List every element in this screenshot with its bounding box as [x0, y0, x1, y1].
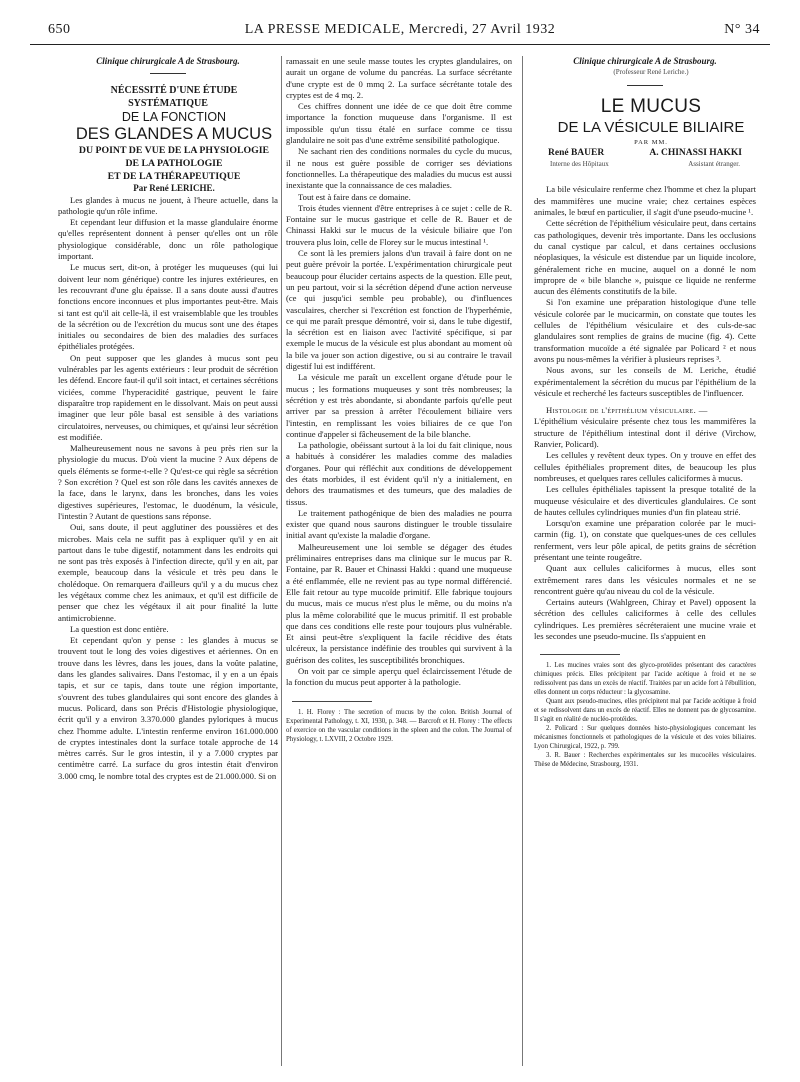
footnote-rule	[292, 701, 372, 702]
paragraph: ramassait en une seule masse toutes les cryptes glandulaires, on aurait un organe de volume du pancréas. La surface sécrétante d'une crypte est de 0 mmq 2. La surface sécrétante totale des cryptes est de 4 mq. 2.	[286, 56, 512, 100]
footnote: 1. H. Florey : The secretion of mucus by the colon. British Journal of Experimental Pathology, t. XI, 1930, p. 348. — Barcroft et H. Florey : The effects of exercice on the vascular conditions in the spleen and the colon. The Journal of Physiology, t. LXVIII, 2 Octobre 1929.	[286, 708, 512, 743]
middle-column	[286, 56, 512, 1066]
article-subtitle-2: DE LA PATHOLOGIE	[125, 158, 223, 170]
author-2: A. CHINASSI HAKKI	[649, 147, 742, 158]
footnote: Quant aux pseudo-mucines, elles précipitent mal par l'acide acétique à froid et se redissolvent dans un excès de réactif. Elles ne donnent pas de glycosamine. Il s'agit en réalité de nucléo-protéides.	[534, 698, 756, 724]
paragraph: Nous avons, sur les conseils de M. Leriche, étudié expérimentalement la sécrétion du mucus par l'épithélium de la vésicule et recherché les facteurs susceptibles de l'influencer.	[534, 365, 756, 398]
paragraph: On voit par ce simple aperçu quel éclaircissement l'étude de la fonction du mucus peut apporter à la pathologie.	[286, 666, 512, 688]
clinic-line: Clinique chirurgicale A de Strasbourg.	[96, 56, 240, 66]
footnote: 3. R. Bauer : Recherches expérimentales sur les mucocèles vésiculaires. Thèse de Médecine, Strasbourg, 1931.	[534, 752, 756, 769]
paragraph: Les glandes à mucus ne jouent, à l'heure actuelle, dans la pathologie qu'un rôle infime.	[58, 194, 278, 216]
page-header	[30, 14, 770, 45]
author-1-role: Interne des Hôpitaux	[550, 160, 609, 169]
author-roles	[534, 159, 756, 170]
paragraph: Cette sécrétion de l'épithélium vésiculaire peut, dans certains cas pathologiques, devenir très importante. Dans les occlusions du canal cystique par calcul, et dans certaines occlusions néoplasiques, la vésicule est distendue par un liquide incolore, généralement riche en mucine, auquel on a donné le nom impropre de « bile blanche », puisque ce liquide ne renferme aucun des éléments constitutifs de la bile.	[534, 218, 756, 297]
article-title-line-2: DE LA FONCTION	[121, 110, 227, 125]
article-title-line-2: DE LA VÉSICULE BILIAIRE	[557, 118, 745, 136]
paragraph: La bile vésiculaire renferme chez l'homme et chez la plupart des mammifères une mucine vraie; chez certaines espèces animales, le bœuf en particulier, il s'agit d'une pseudo-mucine ¹.	[534, 184, 756, 218]
section-heading-text: Histologie de l'épithélium vésiculaire. —	[546, 405, 708, 416]
author-1: René BAUER	[548, 147, 605, 158]
left-column	[58, 56, 278, 1066]
issue-number: N° 34	[724, 22, 760, 37]
footnote: 2. Policard : Sur quelques données histo-physiologiques concernant les mécanismes fonctionnels et pathologiques de la vésicule et des voies biliaires. Lyon Chirurgical, 1922, p. 799.	[534, 725, 756, 751]
paragraph: Les cellules y revêtent deux types. On y trouve en effet des cellules épithéliales proprement dites, de beaucoup les plus nombreuses, et quelques rares cellules caliciformes à mucus.	[534, 450, 756, 483]
paragraph: Ce sont là les premiers jalons d'un travail à faire dont on ne peut guère prévoir la portée. L'expérimentation chirurgicale peut beaucoup pour élucider certains aspects de la question. Elle peut, un peu partout, voir si la sécrétion dépend d'une action nerveuse (ce qui jusqu'ici semble peu probable), ou d'influences vasculaires, chercher si l'excrétion est fonction de l'hyperhémie, ce qui me paraît presque démontré, voir si, dans le tube digestif, la sécrétion est en liaison avec l'activité spécifique, si par exemple le mucus de la vésicule est plus abondant au moment où la bile va jouer son action digestive, ou si au contraire le travail digestif lui est indifférent.	[286, 248, 512, 372]
paragraph: Malheureusement nous ne savons à peu près rien sur la physiologie du mucus. D'où vient la mucine ? Aux dépens de quels éléments se forme-t-elle ? Qu'est-ce qui règle sa sécrétion ? Son excrétion ? Quel est son rôle dans les cavités annexes de la face, dans le larynx, dans les bronches, dans les voies digestives supérieures, l'estomac, le duodénum, la vésicule, l'intestin ? Autant de questions sans réponse.	[58, 443, 278, 521]
journal-title: LA PRESSE MEDICALE, Mercredi, 27 Avril 1932	[244, 22, 556, 37]
page-number: 650	[48, 22, 71, 37]
paragraph: On peut supposer que les glandes à mucus sont peu vulnérables par les agents extérieurs : leur produit de sécrétion les défend. Encore faut-il qu'il soit intact, et certaines sécrétions viciées, comme l'hyperacidité gastrique, peuvent le faire disparaître trop rapidement en le dissolvant. Mais on peut aussi imaginer que leur pôle basal est sensible à des variations circulatoires, nerveuses, ou chimiques, et qu'ainsi leur sécrétion est modifiée.	[58, 352, 278, 442]
paragraph: Oui, sans doute, il peut agglutiner des poussières et des microbes. Mais cela ne suffit pas à expliquer qu'il y en ait partout dans le tube digestif, notamment dans les endroits qui ne sont pas très exposés à l'infection directe, qu'il y en ait, par exemple, beaucoup dans la vésicule et très peu dans le cholédoque. On remarquera d'ailleurs qu'il y a du mucus chez les végétaux comme chez les animaux, et qu'il est difficile de penser que chez les végétaux il ait pour finalité la lutte antimicrobienne.	[58, 522, 278, 623]
paragraph: Malheureusement une loi semble se dégager des études préliminaires entreprises dans ma clinique sur le mucus par R. Fontaine, par R. Bauer et Chinassi Hakki : quand une muqueuse a été enflammée, elle ne revient pas au type normal différencié. Elle fait retour au type mucoïde primitif. Elle fabrique toujours du mucus, mais ce mucus n'est plus le même, ou du moins n'a plus la même colorabilité que le mucus primitif. Il est probable que dans ces conditions elle reste pour toujours plus vulnérable. Et ainsi peut-être s'expliquent la facile récidive des états ulcéreux, la persistance indéfinie des troubles qui survivent à la guérison des colites, les susceptibilités bronchiques.	[286, 541, 512, 665]
short-rule	[627, 85, 663, 86]
footnote-rule	[540, 654, 620, 655]
short-rule	[150, 73, 186, 74]
column-divider	[281, 56, 282, 1066]
paragraph: Tout est à faire dans ce domaine.	[298, 191, 411, 202]
paragraph: Et cependant qu'on y pense : les glandes à mucus se trouvent tout le long des voies digestives et aériennes. On en trouve dans les lèvres, dans les joues, dans la voûte palatine, dans les glandes salivaires. Dans l'estomac, il y en a un épais tapis, et sur ce tapis, dans toute une région importante, s'ouvrent des tubes glandulaires qui sont encore des glandes à mucus. Policard, dans son Précis d'Histologie physiologique, écrit qu'il y a environ 3.370.000 glandes pyloriques à mucus chez l'homme adulte. L'intestin renferme environ 161.000.000 de cryptes intestinales dont la surface totale approche de 14 mètres carrés. Sur le gros intestin, il y a 7.000 cryptes par centimètre carré. La surface du gros intestin était d'environ 3.000 cmq, le nombre total des cryptes est de 21.000.000. Si on	[58, 635, 278, 781]
paragraph: Trois études viennent d'être entreprises à ce sujet : celle de R. Fontaine sur le mucus gastrique et celle de R. Bauer et de Chinassi Hakki sur le mucus de la vésicule biliaire que l'on trouvera plus loin, celle de Florey sur le mucus intestinal ¹.	[286, 202, 512, 247]
paragraph: Et cependant leur diffusion et la masse glandulaire énorme qu'elles représentent donnent à penser qu'elles ont un rôle physiologique considérable, donc un rôle pathologique important.	[58, 217, 278, 262]
paragraph: Ces chiffres donnent une idée de ce que doit être comme importance la fonction muqueuse dans l'organisme. Il est impossible qu'un tissu étalé en surface comme ce tissu glandulaire ne soit pas d'une extrême sensibilité pathologique.	[286, 101, 512, 146]
paragraph: La vésicule me paraît un excellent organe d'étude pour le mucus ; les formations muqueuses y sont très nombreuses; la sécrétion y est très abondante, si abondante parfois qu'elle peut arriver par sa pression à arrêter l'écoulement biliaire vers l'intestin, en remplissant les voies biliaires de ce que l'on continue d'appeler si fâcheusement de la bile blanche.	[286, 372, 512, 439]
article-title-line-3: DES GLANDES A MUCUS	[75, 125, 273, 144]
column-divider	[522, 56, 523, 1066]
paragraph: Le mucus sert, dit-on, à protéger les muqueuses (qui lui doivent leur nom générique) contre les injures extérieures, en les recouvrant d'une glu épaisse. Il a sans doute aussi d'autres fonctions encore inconnues et plus importantes peut-être. Mais si tant est qu'il ait celle-là, il est vraisemblable que les troubles de la sécrétion ou de l'excrétion du mucus sont une des étapes initiales ou secondaires de bien des maladies des surfaces épithéliales protégées.	[58, 262, 278, 352]
article-subtitle-3: ET DE LA THÉRAPEUTIQUE	[107, 171, 241, 183]
author-2-role: Assistant étranger.	[688, 160, 740, 169]
professor-line: (Professeur René Leriche.)	[613, 68, 689, 77]
paragraph: Les cellules épithéliales tapissent la presque totalité de la muqueuse vésiculaire et des diverticules glandulaires. Ce sont de hautes cellules cylindriques munies d'un fin plateau strié.	[534, 484, 756, 517]
clinic-line: Clinique chirurgicale A de Strasbourg.	[573, 56, 717, 66]
paragraph: L'épithélium vésiculaire présente chez tous les mammifères la structure de l'épithélium intestinal dont il dérive (Virchow, Ranvier, Policard).	[534, 416, 756, 450]
paragraph: La pathologie, obéissant surtout à la loi du fait clinique, nous a habitués à considérer les maladies comme des maladies d'organes. Pour qui réfléchit aux conditions de développement des états morbides, il est évident qu'il n'y a initialement, en dehors des traumatismes et des tumeurs, que des maladies de tissus.	[286, 440, 512, 507]
paragraph: La question est donc entière.	[70, 623, 169, 634]
section-heading	[534, 405, 756, 416]
article-title-line-1: LE MUCUS	[600, 95, 702, 117]
authors	[534, 148, 756, 159]
paragraph: Certains auteurs (Wahlgreen, Chiray et Pavel) opposent la sécrétion des cellules caliciformes à celle des cellules cylindriques. Les premières sécréteraient une mucine vraie et les secondes une pseudo-mucine. Ils s'appuient en	[534, 597, 756, 642]
article-subtitle-1: DU POINT DE VUE DE LA PHYSIOLOGIE	[78, 145, 270, 157]
paragraph: Lorsqu'on examine une préparation colorée par le muci-carmin (fig. 1), on constate que quelques-unes de ces cellules renferment, vers leur pôle apical, de petits grains de sécrétion présentant une teinte rougeâtre.	[534, 518, 756, 562]
article-title-line-1: NÉCESSITÉ D'UNE ÉTUDE SYSTÉMATIQUE	[110, 85, 238, 110]
paragraph: Ne sachant rien des conditions normales du cycle du mucus, il ne nous est guère possible de corriger ses déviations fonctionnelles. La thérapeutique des maladies du mucus est aussi inexistante que la connaissance de ces maladies.	[286, 146, 512, 191]
footnote: 1. Les mucines vraies sont des glyco-protéides présentant des caractères chimiques précis. Elles précipitent par l'acide acétique à froid et ne se redissolvent pas dans un excès de réactif. Traitées par un acide fort à l'ébullition, elles donnent un corps réducteur : la glycosamine.	[534, 662, 756, 697]
paragraph: Quant aux cellules caliciformes à mucus, elles sont extrêmement rares dans les vésicules normales et ne se rencontrent guère qu'au niveau du col de la vésicule.	[534, 563, 756, 596]
byline: Par René LERICHE.	[133, 183, 215, 194]
paragraph: Si l'on examine une préparation histologique d'une telle vésicule colorée par le mucicarmin, on constate que toutes les cellules de l'épithélium vésiculaire et des culs-de-sac glandulaires sont remplies de grains de mucine (fig. 4). Cette transformation mucoïde a été signalée par Policard ² et nous avons pu nous-mêmes la vérifier à plusieurs reprises ³.	[534, 297, 756, 364]
par-label: PAR MM.	[634, 138, 668, 146]
paragraph: Le traitement pathogénique de bien des maladies ne pourra exister que quand nous saurons distinguer le trouble tissulaire initial avant qu'existe la maladie d'organe.	[286, 507, 512, 541]
right-column	[534, 56, 756, 1066]
